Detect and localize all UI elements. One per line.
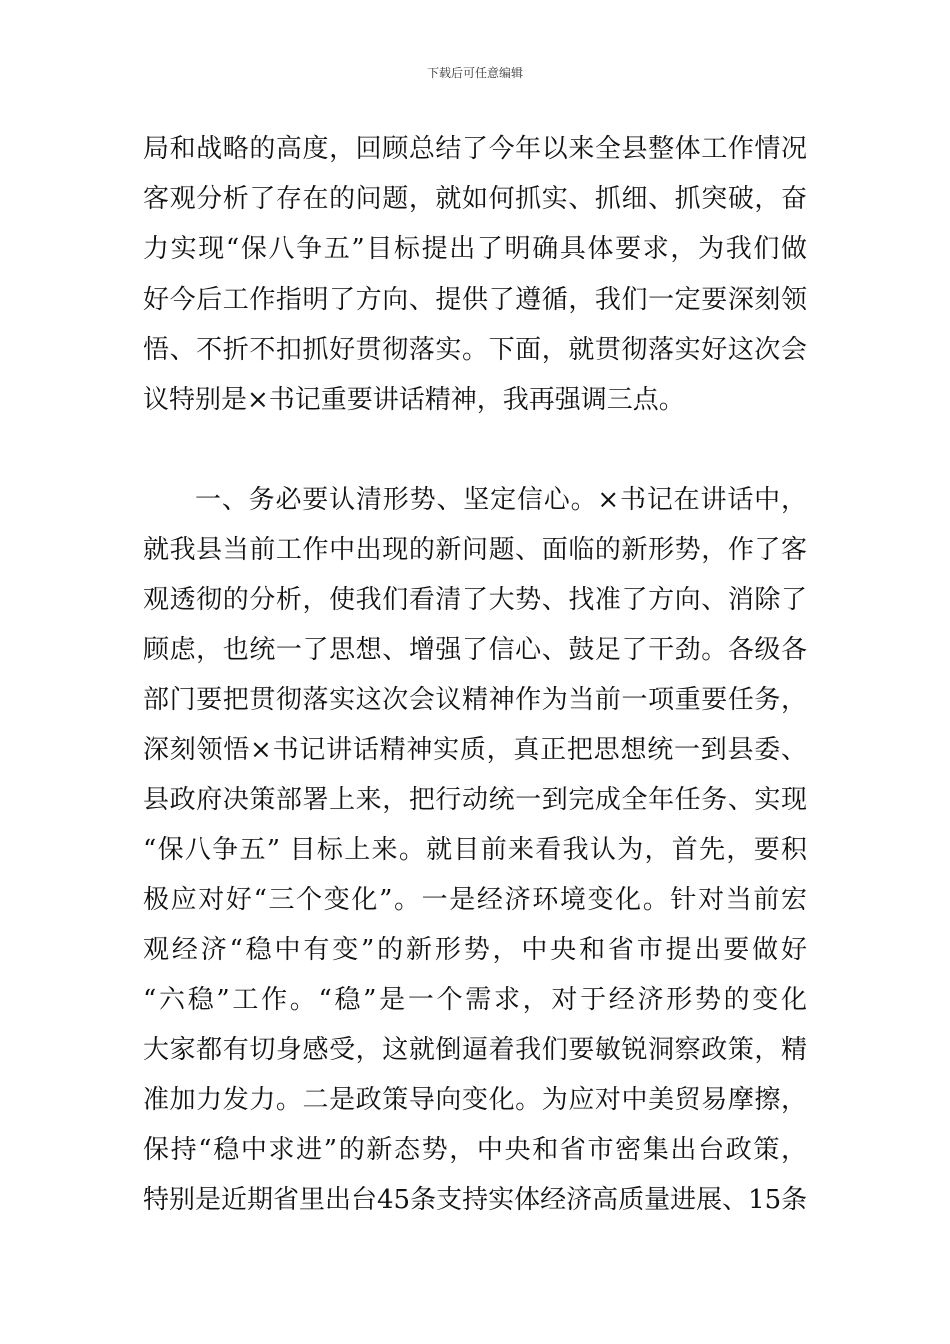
text-line: 县政府决策部署上来，把行动统一到完成全年任务、实现	[143, 785, 807, 815]
text-line: 深刻领悟×书记讲话精神实质，真正把思想统一到县委、	[143, 735, 807, 765]
text-line: 观透彻的分析，使我们看清了大势、找准了方向、消除了	[143, 585, 807, 615]
text-line: “六稳”工作。“稳”是一个需求，对于经济形势的变化	[143, 985, 807, 1015]
text-line: 顾虑，也统一了思想、增强了信心、鼓足了干劲。各级各	[143, 635, 807, 665]
text-line: 一、务必要认清形势、坚定信心。×书记在讲话中，	[195, 485, 807, 515]
text-line: 准加力发力。二是政策导向变化。为应对中美贸易摩擦，	[143, 1085, 807, 1115]
text-line: 议特别是×书记重要讲话精神，我再强调三点。	[143, 385, 685, 415]
text-line: 悟、不折不扣抓好贯彻落实。下面，就贯彻落实好这次会	[143, 335, 807, 365]
text-line: 部门要把贯彻落实这次会议精神作为当前一项重要任务，	[143, 685, 807, 715]
text-line: 好今后工作指明了方向、提供了遵循，我们一定要深刻领	[143, 285, 807, 315]
text-line: 就我县当前工作中出现的新问题、面临的新形势，作了客	[143, 535, 807, 565]
text-line: 局和战略的高度，回顾总结了今年以来全县整体工作情况	[143, 134, 807, 164]
text-line: 极应对好“三个变化”。一是经济环境变化。针对当前宏	[143, 885, 807, 915]
text-line: 观经济“稳中有变”的新形势，中央和省市提出要做好	[143, 935, 807, 965]
text-line: 客观分析了存在的问题，就如何抓实、抓细、抓突破，奋	[143, 184, 807, 214]
text-line: 特别是近期省里出台45条支持实体经济高质量进展、15条	[143, 1185, 808, 1215]
text-line: “保八争五” 目标上来。就目前来看我认为，首先，要积	[143, 835, 807, 865]
text-line: 大家都有切身感受，这就倒逼着我们要敏锐洞察政策，精	[143, 1035, 807, 1065]
text-line: 力实现“保八争五”目标提出了明确具体要求，为我们做	[143, 234, 807, 264]
page-header: 下载后可任意编辑	[426, 66, 523, 80]
text-line: 保持“稳中求进”的新态势，中央和省市密集出台政策，	[143, 1135, 807, 1165]
